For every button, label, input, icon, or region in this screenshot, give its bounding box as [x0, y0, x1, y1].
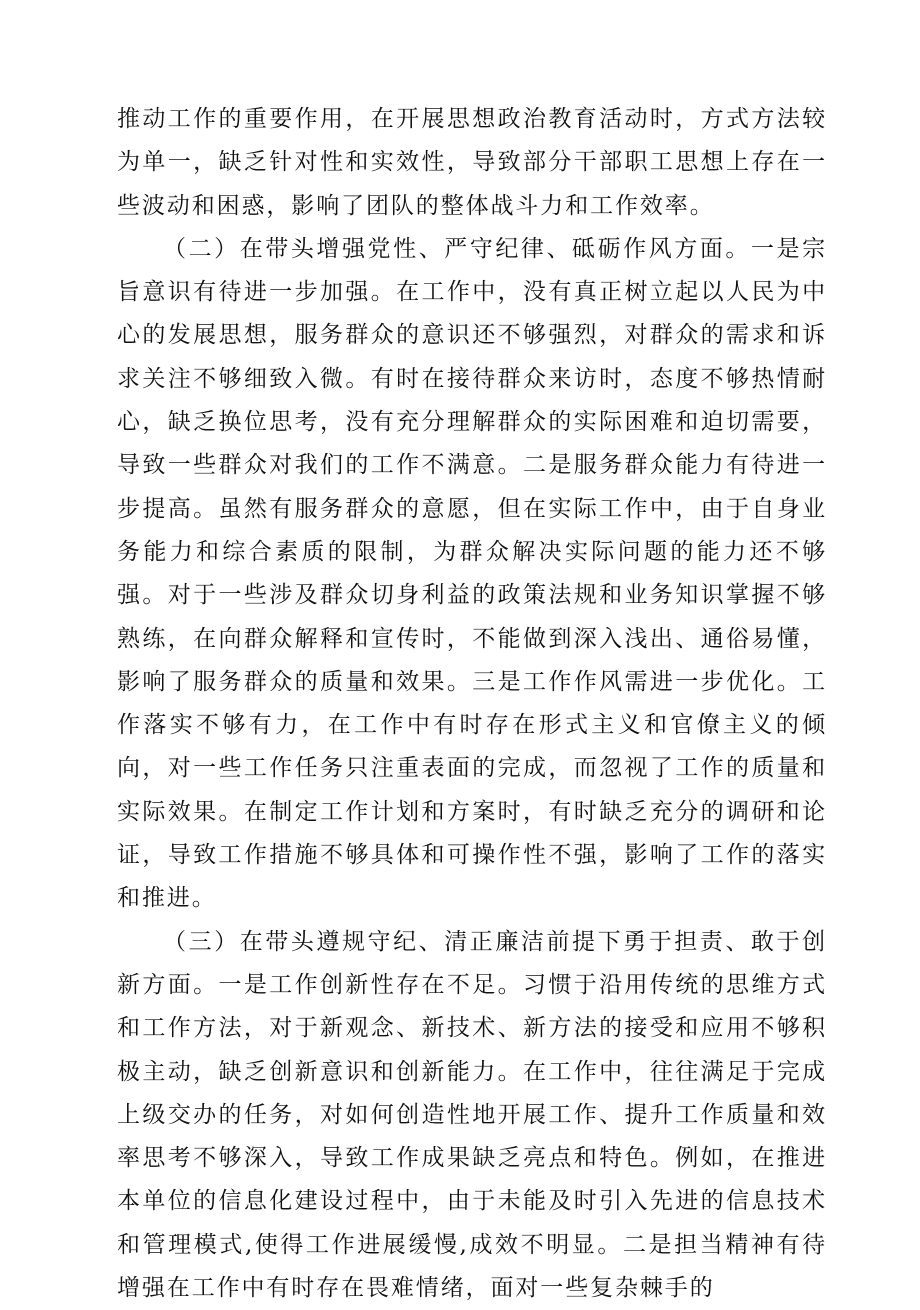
paragraph-section-three: （三）在带头遵规守纪、清正廉洁前提下勇于担责、敢于创新方面。一是工作创新性存在不足。习惯于沿用传统的思维方式和工作方法，对于新观念、新技术、新方法的接受和应用不够积极主动，缺乏创新意识和创新能力。在工作中，往往满足于完成上级交办的任务，对如何创造性地开展工作、提升工作质量和效率思考不够深入，导致工作成果缺乏亮点和特色。例如，在推进本单位的信息化建设过程中，由于未能及时引入先进的信息技术和管理模式,使得工作进展缓慢,成效不明显。二是担当精神有待增强在工作中有时存在畏难情绪，面对一些复杂棘手的 — [117, 928, 827, 1302]
document-body — [117, 98, 827, 1310]
paragraph-continued: 推动工作的重要作用，在开展思想政治教育活动时，方式方法较为单一，缺乏针对性和实效性，导致部分干部职工思想上存在一些波动和困惑，影响了团队的整体战斗力和工作效率。 — [117, 106, 827, 219]
paragraph-section-two: （二）在带头增强党性、严守纪律、砥砺作风方面。一是宗旨意识有待进一步加强。在工作中，没有真正树立起以人民为中心的发展思想，服务群众的意识还不够强烈，对群众的需求和诉求关注不够细致入微。有时在接待群众来访时，态度不够热情耐心，缺乏换位思考，没有充分理解群众的实际困难和迫切需要，导致一些群众对我们的工作不满意。二是服务群众能力有待进一步提高。虽然有服务群众的意愿，但在实际工作中，由于自身业务能力和综合素质的限制，为群众解决实际问题的能力还不够强。对于一些涉及群众切身利益的政策法规和业务知识掌握不够熟练，在向群众解释和宣传时，不能做到深入浅出、通俗易懂，影响了服务群众的质量和效果。三是工作作风需进一步优化。工作落实不够有力，在工作中有时存在形式主义和官僚主义的倾向，对一些工作任务只注重表面的完成，而忽视了工作的质量和实际效果。在制定工作计划和方案时，有时缺乏充分的调研和论证，导致工作措施不够具体和可操作性不强，影响了工作的落实和推进。 — [117, 235, 827, 912]
